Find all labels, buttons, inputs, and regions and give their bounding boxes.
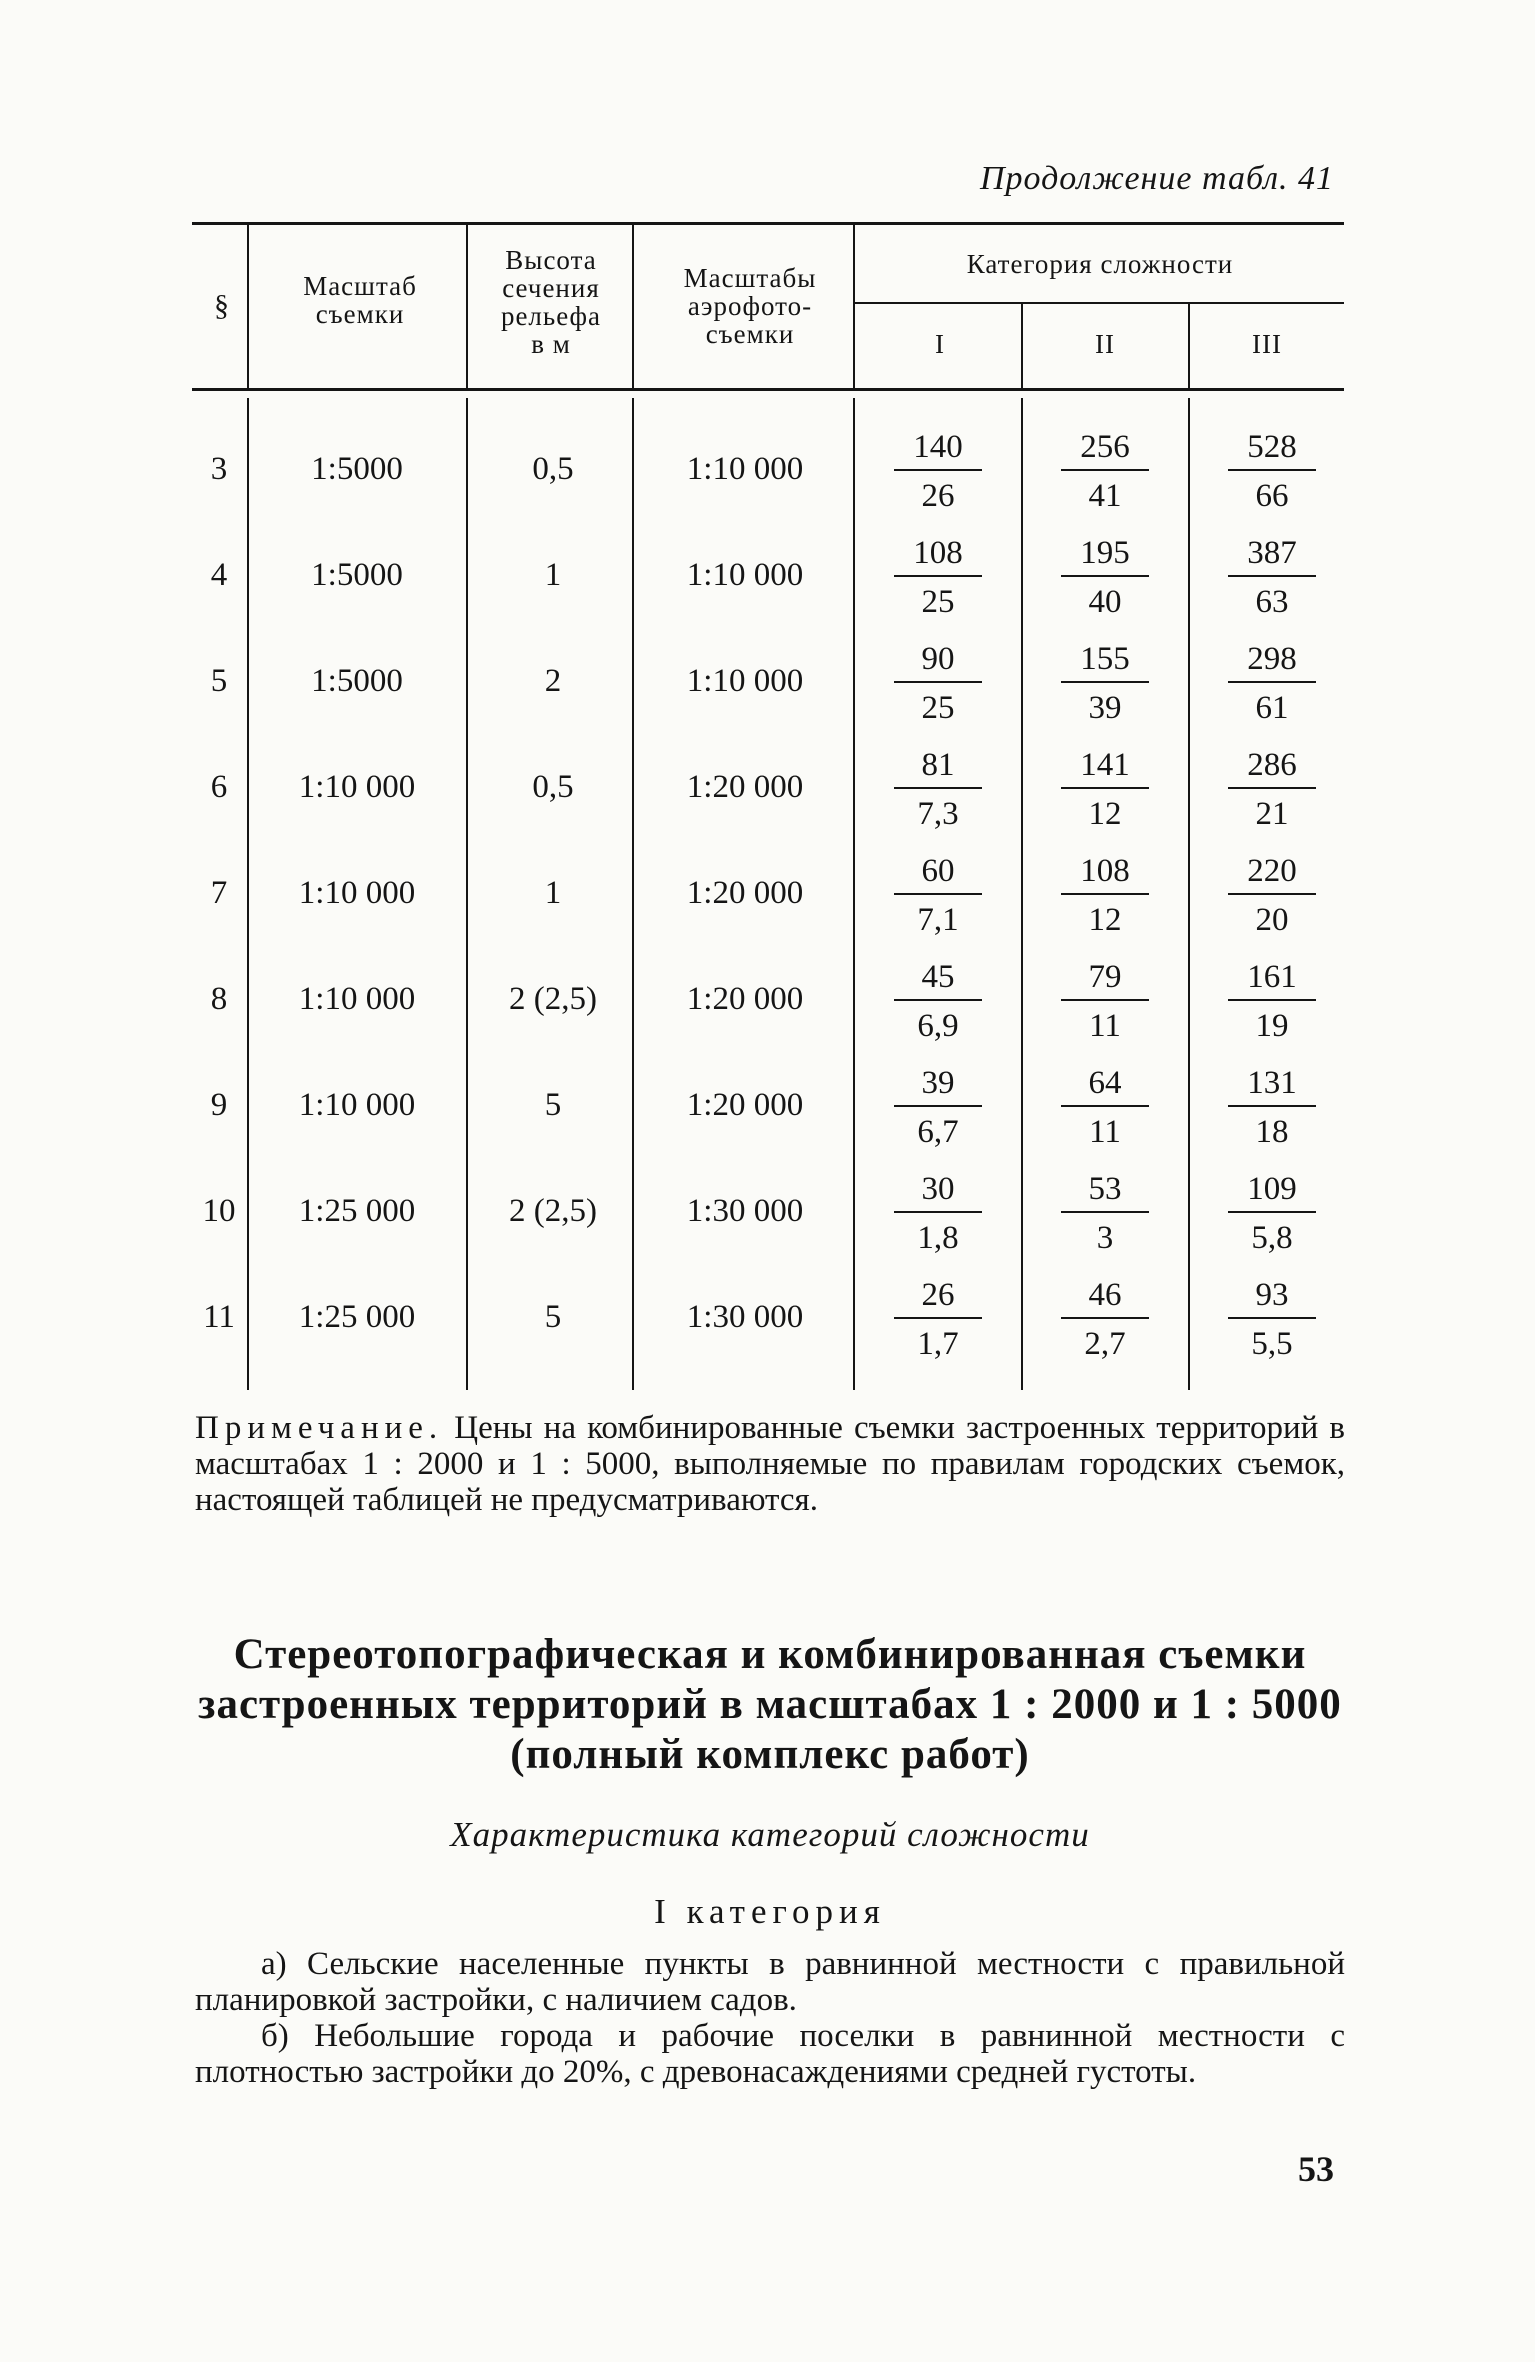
col-rule-4-body <box>853 398 855 1390</box>
continuation-label: Продолжение табл. 41 <box>980 160 1335 197</box>
row-number: 7 <box>210 875 228 911</box>
price-denominator: 11 <box>1089 1114 1121 1150</box>
price-numerator: 64 <box>1088 1065 1122 1101</box>
col-rule-6 <box>1188 304 1190 390</box>
price-numerator: 256 <box>1080 429 1130 465</box>
section-title: Стереотопографическая и комбинированная съемки застроенных территорий в масштабах 1 : 2000 и 1 : 5000 (полный комплекс работ) <box>198 1631 1342 1778</box>
row-category-3-price <box>1222 849 1322 939</box>
category-heading: I категория <box>654 1892 886 1931</box>
row-aerial-scale: 1:20 000 <box>686 981 804 1017</box>
row-aerial-scale: 1:10 000 <box>686 451 804 487</box>
price-denominator: 18 <box>1255 1114 1289 1150</box>
col-rule-2 <box>466 222 468 390</box>
row-scale: 1:5000 <box>311 663 403 699</box>
price-numerator: 46 <box>1088 1277 1122 1313</box>
price-numerator: 161 <box>1247 959 1297 995</box>
price-numerator: 141 <box>1080 747 1130 783</box>
price-denominator: 2,7 <box>1084 1326 1126 1362</box>
row-number: 8 <box>210 981 228 1017</box>
price-numerator: 140 <box>913 429 963 465</box>
row-category-2-price <box>1055 849 1155 939</box>
header-complexity: Категория сложности <box>966 249 1234 279</box>
price-denominator: 1,8 <box>917 1220 959 1256</box>
price-numerator: 155 <box>1080 641 1130 677</box>
header-scale: Масштаб съемки <box>303 271 417 329</box>
price-denominator: 11 <box>1089 1008 1121 1044</box>
price-denominator: 25 <box>921 584 955 620</box>
row-category-3-price <box>1222 1167 1322 1257</box>
row-number: 11 <box>203 1299 235 1335</box>
row-aerial-scale: 1:30 000 <box>686 1193 804 1229</box>
row-category-1-price <box>888 1061 988 1151</box>
price-denominator: 12 <box>1088 902 1122 938</box>
price-denominator: 66 <box>1255 478 1289 514</box>
price-numerator: 108 <box>1080 853 1130 889</box>
price-numerator: 108 <box>913 535 963 571</box>
row-number: 10 <box>202 1193 236 1229</box>
price-denominator: 40 <box>1088 584 1122 620</box>
price-numerator: 53 <box>1088 1171 1122 1207</box>
price-denominator: 7,3 <box>917 796 959 832</box>
row-category-2-price <box>1055 1061 1155 1151</box>
row-number: 6 <box>210 769 228 805</box>
header-category-3: III <box>1252 329 1282 359</box>
row-scale: 1:10 000 <box>298 875 416 911</box>
row-category-2-price <box>1055 425 1155 515</box>
row-aerial-scale: 1:10 000 <box>686 663 804 699</box>
row-relief-height: 1 <box>544 557 562 593</box>
price-denominator: 21 <box>1255 796 1289 832</box>
row-category-3-price <box>1222 1061 1322 1151</box>
row-category-3-price <box>1222 531 1322 621</box>
col-rule-4 <box>853 222 855 390</box>
row-category-1-price <box>888 531 988 621</box>
price-numerator: 195 <box>1080 535 1130 571</box>
row-category-1-price <box>888 425 988 515</box>
row-category-1-price <box>888 955 988 1045</box>
row-relief-height: 2 (2,5) <box>509 981 597 1017</box>
row-aerial-scale: 1:20 000 <box>686 769 804 805</box>
price-numerator: 131 <box>1247 1065 1297 1101</box>
row-relief-height: 1 <box>544 875 562 911</box>
row-category-3-price <box>1222 743 1322 833</box>
price-denominator: 20 <box>1255 902 1289 938</box>
header-aerial-scales: Масштабы аэрофото- съемки <box>683 263 817 349</box>
row-category-2-price <box>1055 531 1155 621</box>
row-scale: 1:5000 <box>311 451 403 487</box>
row-scale: 1:25 000 <box>298 1193 416 1229</box>
header-bottom-rule <box>192 388 1344 391</box>
row-number: 5 <box>210 663 228 699</box>
row-relief-height: 2 <box>544 663 562 699</box>
paragraph-a: а) Сельские населенные пункты в равнинной местности с правильной планировкой застройки, с наличием садов. <box>195 1946 1345 2018</box>
header-category-2: II <box>1095 329 1115 359</box>
price-numerator: 220 <box>1247 853 1297 889</box>
price-numerator: 528 <box>1247 429 1297 465</box>
col-rule-1-body <box>247 398 249 1390</box>
price-numerator: 109 <box>1247 1171 1297 1207</box>
header-category-1: I <box>935 329 945 359</box>
price-numerator: 39 <box>921 1065 955 1101</box>
row-category-3-price <box>1222 1273 1322 1363</box>
price-denominator: 6,7 <box>917 1114 959 1150</box>
price-numerator: 79 <box>1088 959 1122 995</box>
price-numerator: 90 <box>921 641 955 677</box>
col-rule-1 <box>247 222 249 390</box>
row-relief-height: 0,5 <box>532 451 574 487</box>
price-denominator: 6,9 <box>917 1008 959 1044</box>
col-rule-6-body <box>1188 398 1190 1390</box>
row-scale: 1:10 000 <box>298 1087 416 1123</box>
price-numerator: 26 <box>921 1277 955 1313</box>
row-scale: 1:10 000 <box>298 981 416 1017</box>
note-text: Цены на комбинированные съемки застроенных территорий в масштабах 1 : 2000 и 1 : 5000, выполняемые по правилам городских съемок, настоящей таблицей не предусматриваются. <box>195 1410 1345 1518</box>
price-numerator: 81 <box>921 747 955 783</box>
price-denominator: 25 <box>921 690 955 726</box>
row-category-1-price <box>888 743 988 833</box>
row-category-3-price <box>1222 425 1322 515</box>
complexity-header-rule <box>853 302 1344 304</box>
col-rule-5 <box>1021 304 1023 390</box>
price-numerator: 45 <box>921 959 955 995</box>
row-scale: 1:5000 <box>311 557 403 593</box>
row-relief-height: 0,5 <box>532 769 574 805</box>
row-relief-height: 5 <box>544 1299 562 1335</box>
row-number: 9 <box>210 1087 228 1123</box>
price-denominator: 5,8 <box>1251 1220 1293 1256</box>
price-denominator: 5,5 <box>1251 1326 1293 1362</box>
table-top-rule <box>192 222 1344 225</box>
header-relief-height: Высота сечения рельефа в м <box>500 245 602 359</box>
price-denominator: 41 <box>1088 478 1122 514</box>
price-denominator: 26 <box>921 478 955 514</box>
subtitle: Характеристика категорий сложности <box>450 1815 1090 1854</box>
row-number: 3 <box>210 451 228 487</box>
col-rule-2-body <box>466 398 468 1390</box>
row-scale: 1:25 000 <box>298 1299 416 1335</box>
row-category-2-price <box>1055 955 1155 1045</box>
row-aerial-scale: 1:20 000 <box>686 875 804 911</box>
row-scale: 1:10 000 <box>298 769 416 805</box>
row-aerial-scale: 1:30 000 <box>686 1299 804 1335</box>
row-relief-height: 5 <box>544 1087 562 1123</box>
price-denominator: 61 <box>1255 690 1289 726</box>
price-denominator: 7,1 <box>917 902 959 938</box>
price-denominator: 1,7 <box>917 1326 959 1362</box>
row-category-2-price <box>1055 637 1155 727</box>
row-category-1-price <box>888 849 988 939</box>
row-category-1-price <box>888 1273 988 1363</box>
price-denominator: 3 <box>1096 1220 1114 1256</box>
row-category-3-price <box>1222 955 1322 1045</box>
col-rule-3-body <box>632 398 634 1390</box>
paragraph-b: б) Небольшие города и рабочие поселки в равнинной местности с плотностью застройки до 20%, с древонасаждениями средней густоты. <box>195 2018 1345 2090</box>
row-relief-height: 2 (2,5) <box>509 1193 597 1229</box>
price-denominator: 39 <box>1088 690 1122 726</box>
price-numerator: 387 <box>1247 535 1297 571</box>
price-numerator: 93 <box>1255 1277 1289 1313</box>
row-category-3-price <box>1222 637 1322 727</box>
row-category-2-price <box>1055 1273 1155 1363</box>
note <box>195 1410 1345 1518</box>
col-rule-3 <box>632 222 634 390</box>
row-category-2-price <box>1055 743 1155 833</box>
price-numerator: 286 <box>1247 747 1297 783</box>
row-aerial-scale: 1:20 000 <box>686 1087 804 1123</box>
header-section: § <box>214 289 230 322</box>
row-category-2-price <box>1055 1167 1155 1257</box>
page-number: 53 <box>1298 2149 1334 2189</box>
row-category-1-price <box>888 637 988 727</box>
price-numerator: 30 <box>921 1171 955 1207</box>
note-label: Примечание. <box>195 1410 444 1446</box>
price-numerator: 298 <box>1247 641 1297 677</box>
price-numerator: 60 <box>921 853 955 889</box>
row-number: 4 <box>210 557 228 593</box>
price-denominator: 12 <box>1088 796 1122 832</box>
price-denominator: 19 <box>1255 1008 1289 1044</box>
row-category-1-price <box>888 1167 988 1257</box>
price-denominator: 63 <box>1255 584 1289 620</box>
col-rule-5-body <box>1021 398 1023 1390</box>
row-aerial-scale: 1:10 000 <box>686 557 804 593</box>
